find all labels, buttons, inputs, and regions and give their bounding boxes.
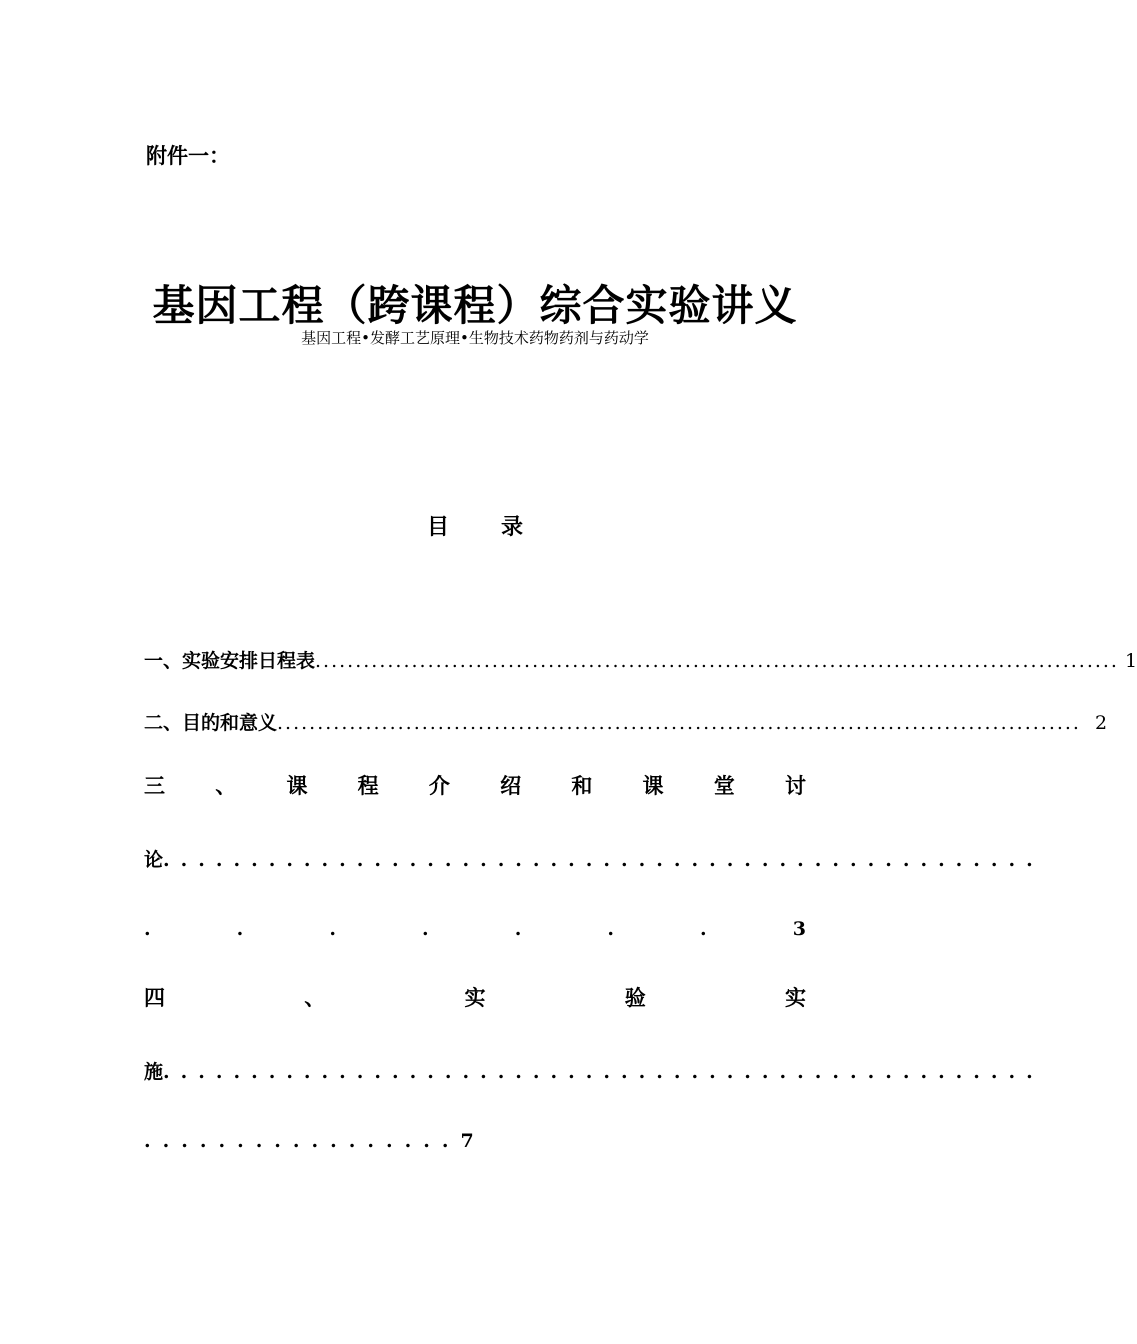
toc-entry-4-line-a[interactable] (144, 982, 806, 1012)
toc-char: 课 (642, 773, 664, 798)
attachment-label: 附件一： (146, 143, 230, 168)
toc-char: 和 (571, 773, 593, 798)
toc-char: 程 (357, 773, 379, 798)
toc-char: 验 (624, 985, 646, 1010)
toc-char: 实 (785, 985, 806, 1010)
toc-leader-dots: ................. (144, 1130, 461, 1152)
toc-entry-label: 二、目的和意义 (144, 712, 278, 734)
toc-entry-page: 7 (460, 1130, 474, 1152)
toc-heading-char-2: 录 (501, 514, 524, 540)
toc-char: 四 (144, 985, 165, 1010)
toc-entry-3-line-c[interactable] (144, 918, 806, 940)
toc-entry-page: 2 (1094, 712, 1108, 734)
toc-leader-dot: . (422, 918, 429, 940)
toc-leader-dot: . (700, 918, 707, 940)
toc-char: 、 (215, 773, 237, 798)
toc-char: 介 (428, 773, 450, 798)
toc-char: 堂 (713, 773, 735, 798)
toc-entry-label: 论 (144, 849, 164, 871)
toc-leader-dot: . (236, 918, 244, 940)
toc-entry-4-line-c[interactable] (144, 1130, 474, 1152)
toc-char: 实 (464, 985, 486, 1010)
toc-entry-4-line-b[interactable] (144, 1057, 1044, 1084)
toc-char: 课 (286, 773, 308, 798)
toc-entry-page: 3 (792, 918, 806, 940)
document-title: 基因工程（跨课程）综合实验讲义 (152, 281, 798, 330)
toc-entry-label: 一、实验安排日程表 (144, 650, 316, 672)
toc-heading-char-1: 目 (426, 514, 449, 540)
toc-entry-page: 1 (1124, 650, 1137, 672)
toc-leader-dots: .................................................................................................... (315, 650, 1119, 672)
toc-entry-3-line-b[interactable] (144, 845, 1044, 872)
document-subtitle: 基因工程•发酵工艺原理•生物技术药物药剂与药动学 (301, 329, 649, 347)
toc-leader-dot: . (329, 918, 336, 940)
toc-char: 讨 (784, 773, 806, 798)
toc-leader-dots: .................................................. (163, 849, 1044, 871)
toc-leader-dot: . (607, 918, 614, 940)
toc-leader-dot: . (514, 918, 522, 940)
toc-entry-2[interactable] (144, 708, 1108, 735)
toc-leader-dots: .................................................................................................... (277, 712, 1081, 734)
toc-char: 、 (304, 985, 326, 1010)
toc-entry-1[interactable] (144, 646, 1137, 673)
toc-entry-label: 施 (144, 1061, 164, 1083)
toc-entry-3-line-a[interactable] (144, 770, 806, 800)
toc-leader-dots: .................................................. (163, 1061, 1044, 1083)
toc-leader-dot: . (144, 918, 151, 940)
toc-heading (0, 510, 950, 541)
toc-char: 三 (144, 773, 165, 798)
toc-char: 绍 (500, 773, 522, 798)
